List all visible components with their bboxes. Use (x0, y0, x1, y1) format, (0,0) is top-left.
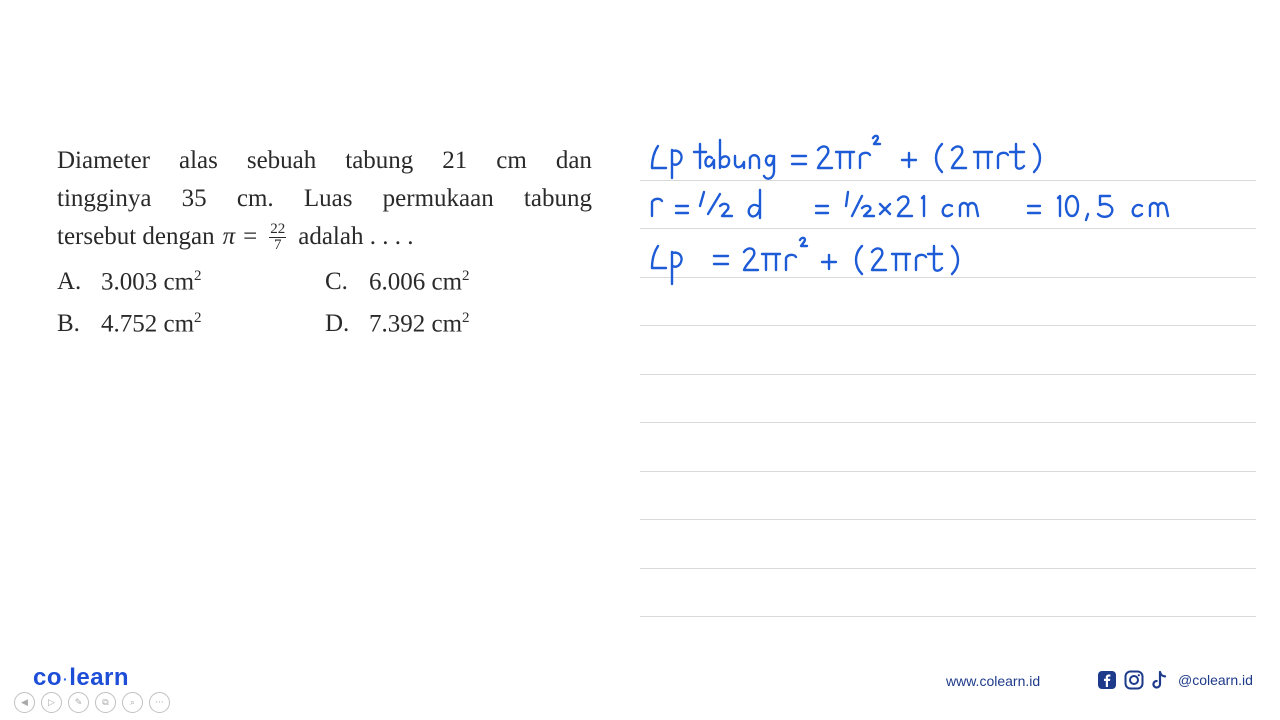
handwritten-solution (640, 0, 1256, 320)
facebook-icon[interactable] (1097, 670, 1117, 690)
option-exponent: 2 (194, 310, 202, 326)
ruled-writing-area (640, 0, 1256, 720)
word: tabung (345, 147, 414, 174)
social-handle[interactable]: @colearn.id (1178, 672, 1253, 688)
option-exponent: 2 (194, 268, 202, 284)
option-a[interactable] (57, 268, 202, 296)
question-text (57, 142, 592, 256)
word: alas (179, 147, 218, 174)
pi-symbol: π (222, 223, 236, 250)
handwriting-line-3 (652, 238, 958, 284)
instagram-icon[interactable] (1124, 670, 1144, 690)
copy-icon[interactable]: ⧉ (95, 692, 116, 713)
fraction-numerator: 22 (270, 220, 286, 237)
play-icon[interactable]: ▷ (41, 692, 62, 713)
equals-sign: = (243, 223, 258, 250)
logo-text-right: learn (69, 664, 130, 691)
option-exponent: 2 (462, 310, 470, 326)
handwriting-line-1 (652, 136, 1040, 179)
social-links (1097, 670, 1253, 690)
fraction-denominator: 7 (273, 236, 282, 253)
word: 21 (442, 147, 468, 174)
word: cm (496, 147, 527, 174)
option-exponent: 2 (462, 268, 470, 284)
word: tingginya (57, 185, 152, 212)
option-b[interactable] (57, 310, 202, 338)
word: adalah . . . . (298, 223, 414, 250)
option-value: 3.003 cm (101, 268, 195, 296)
ruled-line (640, 519, 1256, 520)
option-letter: A. (57, 268, 82, 296)
more-icon[interactable]: ··· (149, 692, 170, 713)
player-controls (14, 692, 170, 713)
ruled-line (640, 325, 1256, 326)
word: Diameter (57, 147, 151, 174)
option-letter: D. (325, 310, 350, 338)
zoom-icon[interactable]: ⌕ (122, 692, 143, 713)
logo-text-left: co (33, 664, 63, 691)
fraction-22-7 (269, 222, 286, 253)
option-value: 7.392 cm (369, 310, 463, 338)
word: tabung (523, 185, 592, 212)
option-letter: C. (325, 268, 348, 296)
option-value: 6.006 cm (369, 268, 463, 296)
ruled-line (640, 422, 1256, 423)
question-line-1 (57, 142, 592, 180)
word: dan (555, 147, 592, 174)
option-value: 4.752 cm (101, 310, 195, 338)
word: cm. (236, 185, 274, 212)
ruled-line (640, 471, 1256, 472)
handwriting-line-2 (652, 190, 1168, 220)
ruled-line (640, 568, 1256, 569)
pen-icon[interactable]: ✎ (68, 692, 89, 713)
footer-bar (0, 650, 1280, 720)
word: permukaan (382, 185, 494, 212)
question-line-2 (57, 180, 592, 218)
ruled-line (640, 616, 1256, 617)
tiktok-icon[interactable] (1151, 670, 1169, 690)
option-letter: B. (57, 310, 80, 338)
option-c[interactable] (325, 268, 470, 296)
logo-dot: · (63, 670, 69, 687)
word: sebuah (246, 147, 317, 174)
question-line-3 (57, 218, 592, 256)
word: tersebut dengan (57, 223, 215, 250)
word: 35 (181, 185, 207, 212)
option-d[interactable] (325, 310, 470, 338)
website-link[interactable]: www.colearn.id (946, 673, 1041, 689)
word: Luas (303, 185, 353, 212)
colearn-logo[interactable] (33, 664, 129, 692)
ruled-line (640, 374, 1256, 375)
previous-icon[interactable]: ◀ (14, 692, 35, 713)
